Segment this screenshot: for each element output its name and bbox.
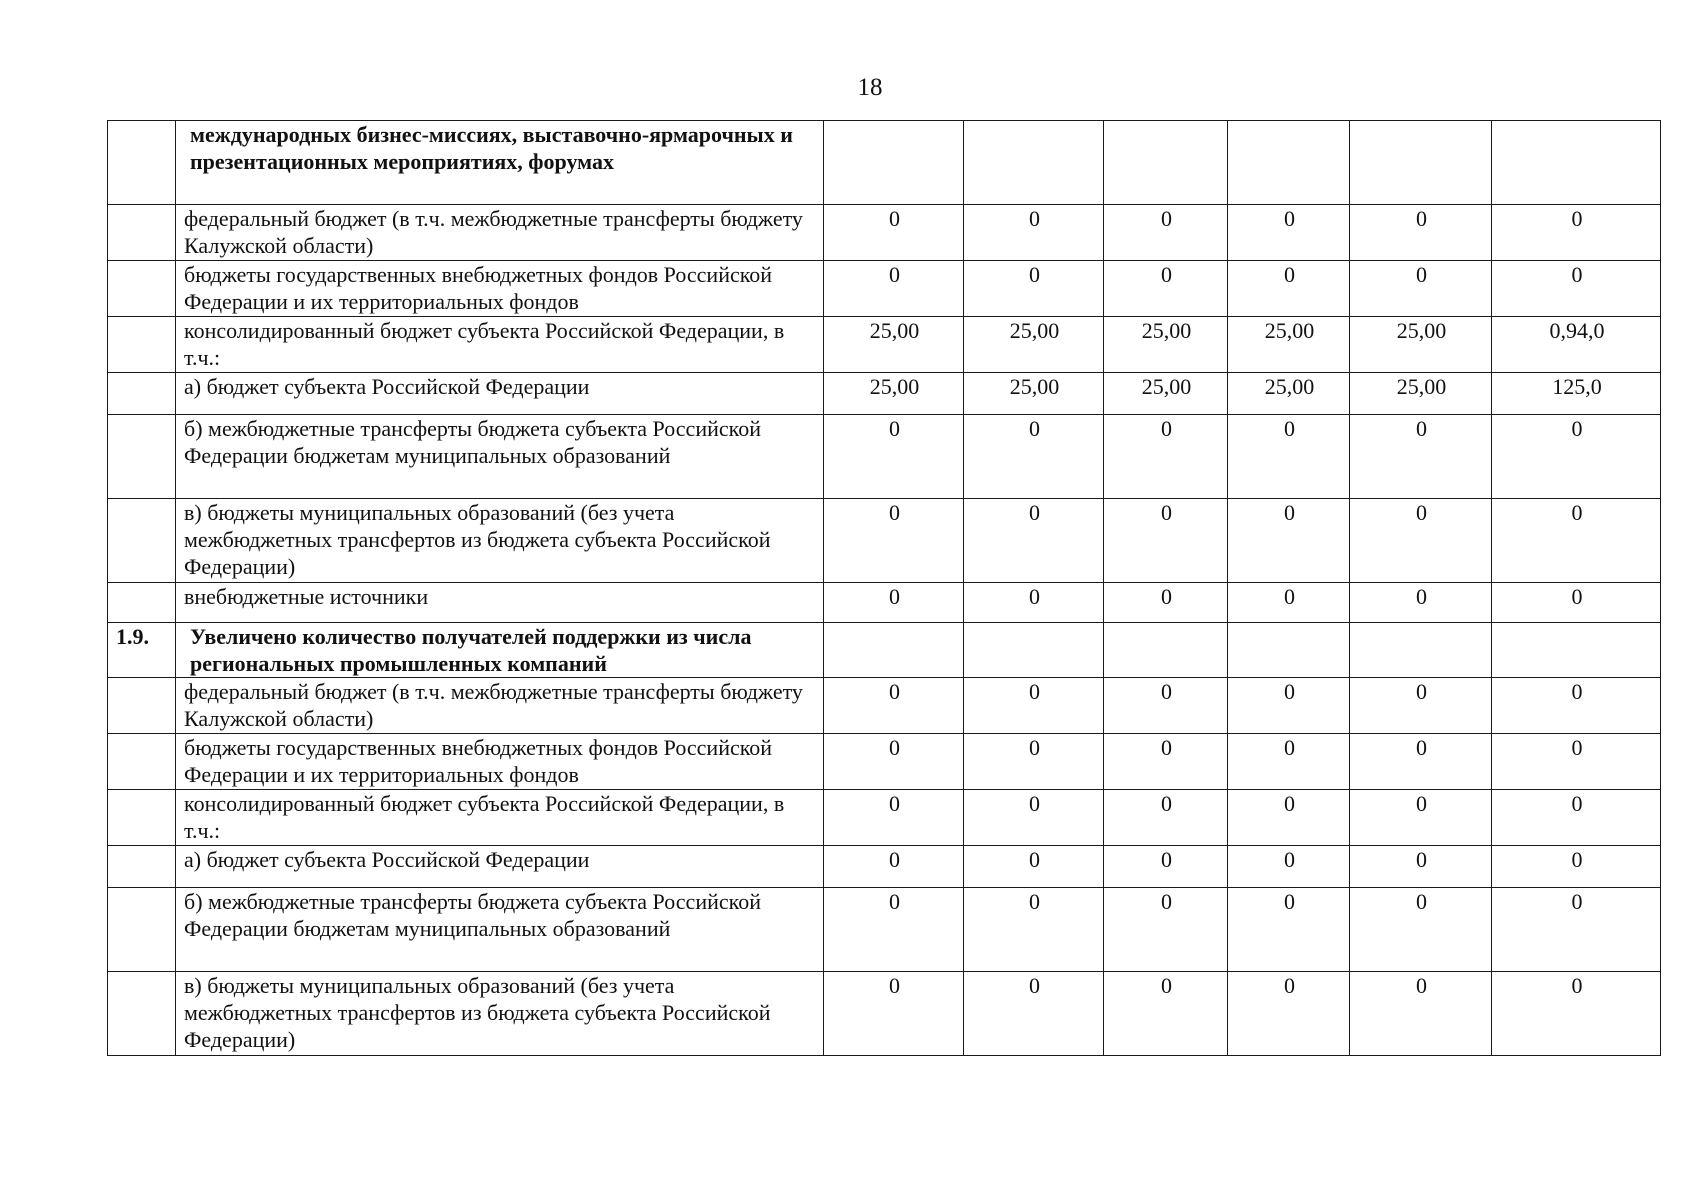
table-row [108, 846, 1661, 888]
value-cell: 0 [1228, 972, 1350, 1056]
value-cell: 0 [824, 678, 964, 734]
table-row [108, 888, 1661, 972]
table-row [108, 583, 1661, 623]
value-cell: 0 [1228, 846, 1350, 888]
value-cell: 0 [1228, 583, 1350, 623]
value-cell: 0 [964, 888, 1104, 972]
section-title: международных бизнес-миссиях, выставочно-ярмарочных и презентационных мероприятиях, форумах [176, 121, 824, 205]
value-cell: 0 [1492, 790, 1661, 846]
row-number-cell [108, 583, 176, 623]
value-cell: 0 [824, 972, 964, 1056]
table-row [108, 790, 1661, 846]
value-cell: 25,00 [1104, 317, 1228, 373]
table-row [108, 972, 1661, 1056]
row-label: а) бюджет субъекта Российской Федерации [176, 846, 824, 888]
value-cell: 0 [1492, 499, 1661, 583]
value-cell: 0 [1228, 790, 1350, 846]
row-label: бюджеты государственных внебюджетных фондов Российской Федерации и их территориальных фондов [176, 734, 824, 790]
value-cell: 0 [824, 790, 964, 846]
value-cell: 25,00 [1104, 373, 1228, 415]
value-cell: 25,00 [1228, 317, 1350, 373]
value-cell: 0 [1104, 888, 1228, 972]
empty-value-cell [824, 623, 964, 678]
empty-value-cell [824, 121, 964, 205]
empty-value-cell [964, 623, 1104, 678]
value-cell: 0 [1104, 415, 1228, 499]
value-cell: 0 [1350, 261, 1492, 317]
value-cell: 25,00 [964, 373, 1104, 415]
value-cell: 0 [964, 972, 1104, 1056]
value-cell: 0 [824, 846, 964, 888]
value-cell: 0 [964, 261, 1104, 317]
table-row [108, 317, 1661, 373]
row-number-cell [108, 415, 176, 499]
value-cell: 25,00 [1350, 373, 1492, 415]
value-cell: 0 [1350, 790, 1492, 846]
value-cell: 0 [1492, 261, 1661, 317]
row-number-cell [108, 499, 176, 583]
value-cell: 0 [1492, 846, 1661, 888]
value-cell: 0 [824, 499, 964, 583]
value-cell: 0 [824, 888, 964, 972]
page-number: 18 [857, 74, 883, 101]
value-cell: 0 [964, 734, 1104, 790]
empty-value-cell [1228, 623, 1350, 678]
row-number-cell [108, 846, 176, 888]
row-label: консолидированный бюджет субъекта Российской Федерации, в т.ч.: [176, 790, 824, 846]
value-cell: 0 [1492, 205, 1661, 261]
value-cell: 0 [1228, 888, 1350, 972]
value-cell: 0 [1104, 790, 1228, 846]
value-cell: 0 [1350, 846, 1492, 888]
value-cell: 0 [824, 734, 964, 790]
row-number-cell [108, 678, 176, 734]
value-cell: 0 [1228, 205, 1350, 261]
empty-value-cell [1350, 623, 1492, 678]
value-cell: 0 [1228, 499, 1350, 583]
section-header-row [108, 623, 1661, 678]
value-cell: 0 [1350, 205, 1492, 261]
value-cell: 0 [1104, 972, 1228, 1056]
row-number-cell [108, 972, 176, 1056]
row-label: б) межбюджетные трансферты бюджета субъекта Российской Федерации бюджетам муниципальных образований [176, 888, 824, 972]
value-cell: 25,00 [824, 317, 964, 373]
empty-value-cell [1350, 121, 1492, 205]
value-cell: 0 [964, 415, 1104, 499]
value-cell: 0 [824, 261, 964, 317]
row-label: консолидированный бюджет субъекта Российской Федерации, в т.ч.: [176, 317, 824, 373]
empty-value-cell [1104, 623, 1228, 678]
table-row [108, 373, 1661, 415]
empty-value-cell [964, 121, 1104, 205]
empty-value-cell [1492, 623, 1661, 678]
table-row [108, 499, 1661, 583]
value-cell: 0 [964, 790, 1104, 846]
row-number-cell [108, 261, 176, 317]
row-number-cell [108, 205, 176, 261]
value-cell: 0 [1104, 678, 1228, 734]
value-cell: 0 [1350, 678, 1492, 734]
value-cell: 0 [1492, 888, 1661, 972]
row-number-cell [108, 790, 176, 846]
value-cell: 0 [824, 415, 964, 499]
budget-table [107, 120, 1661, 1056]
value-cell: 0 [1228, 415, 1350, 499]
value-cell: 0 [1104, 261, 1228, 317]
value-cell: 0 [964, 205, 1104, 261]
value-cell: 0 [1228, 261, 1350, 317]
value-cell: 0 [1228, 734, 1350, 790]
section-number [108, 121, 176, 205]
value-cell: 0 [964, 678, 1104, 734]
value-cell: 0 [1228, 678, 1350, 734]
empty-value-cell [1104, 121, 1228, 205]
empty-value-cell [1228, 121, 1350, 205]
value-cell: 25,00 [964, 317, 1104, 373]
value-cell: 25,00 [1228, 373, 1350, 415]
value-cell: 0 [1350, 888, 1492, 972]
row-label: в) бюджеты муниципальных образований (без учета межбюджетных трансфертов из бюджета субъекта Российской Федерации) [176, 499, 824, 583]
value-cell: 0 [964, 846, 1104, 888]
value-cell: 25,00 [1350, 317, 1492, 373]
row-label: внебюджетные источники [176, 583, 824, 623]
value-cell: 0 [1104, 205, 1228, 261]
table-row [108, 415, 1661, 499]
table-row [108, 205, 1661, 261]
value-cell: 0 [1104, 846, 1228, 888]
value-cell: 0 [1492, 415, 1661, 499]
value-cell: 0 [1492, 583, 1661, 623]
value-cell: 0 [824, 205, 964, 261]
empty-value-cell [1492, 121, 1661, 205]
value-cell: 0 [1492, 678, 1661, 734]
value-cell: 0,94,0 [1492, 317, 1661, 373]
value-cell: 0 [1350, 583, 1492, 623]
row-label: в) бюджеты муниципальных образований (без учета межбюджетных трансфертов из бюджета субъекта Российской Федерации) [176, 972, 824, 1056]
value-cell: 0 [1104, 499, 1228, 583]
value-cell: 25,00 [824, 373, 964, 415]
section-header-row [108, 121, 1661, 205]
row-number-cell [108, 373, 176, 415]
row-number-cell [108, 317, 176, 373]
row-label: федеральный бюджет (в т.ч. межбюджетные трансферты бюджету Калужской области) [176, 678, 824, 734]
value-cell: 0 [964, 499, 1104, 583]
row-label: бюджеты государственных внебюджетных фондов Российской Федерации и их территориальных фондов [176, 261, 824, 317]
table-row [108, 734, 1661, 790]
value-cell: 0 [1350, 734, 1492, 790]
value-cell: 0 [964, 583, 1104, 623]
row-number-cell [108, 888, 176, 972]
row-label: федеральный бюджет (в т.ч. межбюджетные трансферты бюджету Калужской области) [176, 205, 824, 261]
table-row [108, 261, 1661, 317]
value-cell: 0 [1350, 415, 1492, 499]
value-cell: 0 [1104, 734, 1228, 790]
value-cell: 0 [1350, 972, 1492, 1056]
value-cell: 125,0 [1492, 373, 1661, 415]
value-cell: 0 [1350, 499, 1492, 583]
value-cell: 0 [1104, 583, 1228, 623]
row-label: б) межбюджетные трансферты бюджета субъекта Российской Федерации бюджетам муниципальных образований [176, 415, 824, 499]
row-label: а) бюджет субъекта Российской Федерации [176, 373, 824, 415]
value-cell: 0 [824, 583, 964, 623]
value-cell: 0 [1492, 734, 1661, 790]
value-cell: 0 [1492, 972, 1661, 1056]
section-number: 1.9. [108, 623, 176, 678]
row-number-cell [108, 734, 176, 790]
section-title: Увеличено количество получателей поддержки из числа региональных промышленных компаний [176, 623, 824, 678]
table-row [108, 678, 1661, 734]
